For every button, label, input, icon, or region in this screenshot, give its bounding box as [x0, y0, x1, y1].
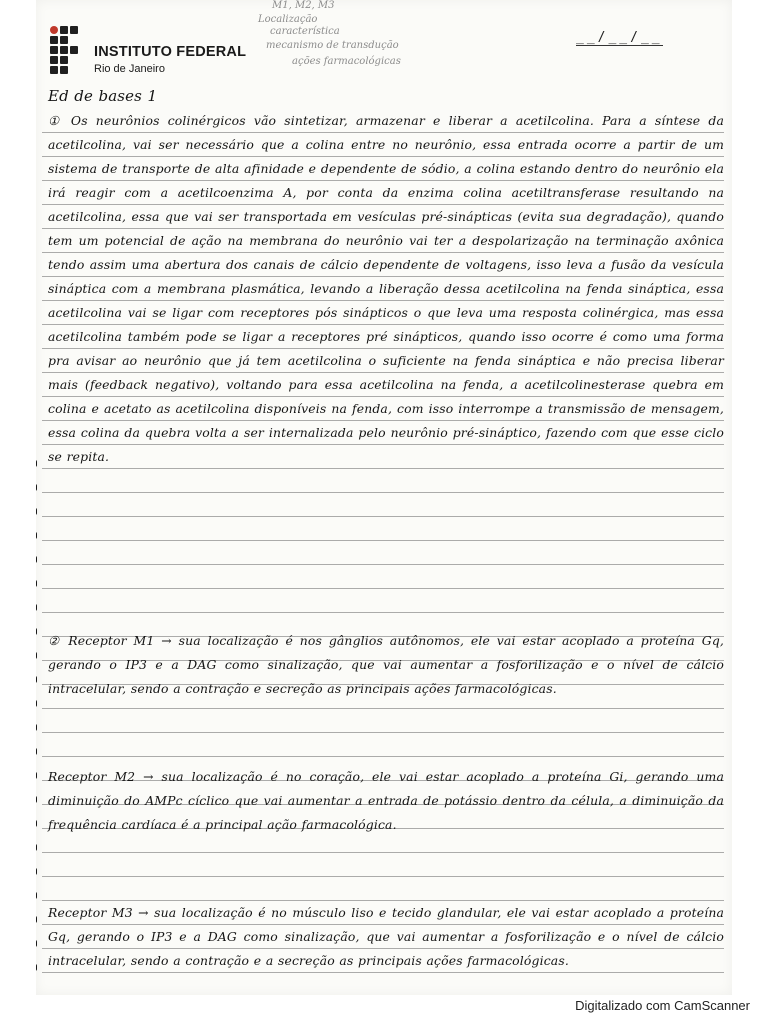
ruled-line: [42, 876, 724, 877]
binder-hole-mark: [36, 796, 37, 803]
date-field: __/__/__: [576, 30, 663, 45]
answer-2-receptor-m1: ② Receptor M1 → sua localização é nos gânglios autônomos, ele vai estar acoplado a proteína Gq, gerando o IP3 e a DAG como sinalização, que vai aumentar a fosforilização e o nível de cálcio intracelular, sendo a contração e secreção as principais ações farmacológicas.: [48, 633, 724, 696]
pencil-note: ações farmacológicas: [292, 56, 401, 67]
notebook-page: [36, 0, 732, 995]
page-title: Ed de bases 1: [48, 87, 158, 105]
ruled-line: [42, 732, 724, 733]
binder-hole-mark: [36, 820, 37, 827]
ruled-line: [42, 564, 724, 565]
binder-hole-mark: [36, 748, 37, 755]
scanner-watermark: Digitalizado com CamScanner: [575, 998, 750, 1013]
page-header: [36, 0, 732, 80]
binder-hole-mark: [36, 676, 37, 683]
binder-hole-mark: [36, 916, 37, 923]
binder-hole-mark: [36, 484, 37, 491]
answer-2-receptor-m2: Receptor M2 → sua localização é no coração, ele vai estar acoplado a proteína Gi, gerando uma diminuição do AMPc cíclico que vai aumentar a entrada de potássio dentro da célula, a diminuição da frequência cardíaca é a principal ação farmacológica.: [48, 769, 724, 832]
ruled-line: [42, 756, 724, 757]
ruled-line: [42, 540, 724, 541]
binder-hole-mark: [36, 580, 37, 587]
binder-hole-mark: [36, 628, 37, 635]
pencil-note: mecanismo de transdução: [266, 40, 399, 51]
binder-hole-mark: [36, 700, 37, 707]
pencil-note: característica: [270, 26, 340, 37]
ruled-line: [42, 852, 724, 853]
ruled-line: [42, 516, 724, 517]
ruled-line: [42, 708, 724, 709]
binder-hole-mark: [36, 844, 37, 851]
binder-hole-mark: [36, 532, 37, 539]
binder-hole-mark: [36, 508, 37, 515]
binder-hole-mark: [36, 868, 37, 875]
binder-hole-mark: [36, 652, 37, 659]
pencil-note: Localização: [258, 14, 318, 25]
ruled-line: [42, 492, 724, 493]
binder-hole-mark: [36, 604, 37, 611]
answer-2-receptor-m3: Receptor M3 → sua localização é no músculo liso e tecido glandular, ele vai estar acoplado a proteína Gq, gerando o IP3 e a DAG como sinalização, que vai aumentar a fosforilização e o nível de cálcio intracelular, sendo a contração e a secreção as principais ações farmacológicas.: [48, 905, 724, 968]
pencil-note: M1, M2, M3: [272, 0, 335, 11]
institute-logo-icon: [50, 26, 80, 76]
binder-hole-mark: [36, 724, 37, 731]
ruled-line: [42, 588, 724, 589]
binder-hole-mark: [36, 460, 37, 467]
binder-hole-mark: [36, 556, 37, 563]
binder-hole-mark: [36, 772, 37, 779]
institution-name: INSTITUTO FEDERAL: [94, 44, 247, 60]
answer-1-paragraph: ① Os neurônios colinérgicos vão sintetizar, armazenar e liberar a acetilcolina. Para a síntese da acetilcolina, vai ser necessário que a colina entre no neurônio, essa entrada ocorre a partir de um sistema de transporte de alta afinidade e dependente de sódio, a colina estando dentro do neurônio ela irá reagir com a acetilcoenzima A, por conta da enzima colina acetiltransferase resultando na acetilcolina, essa que vai ser transportada em vesículas pré-sinápticas (evita sua degradação), quando tem um potencial de ação na membrana do neurônio vai ter a despolarização na terminação axônica tendo assim uma abertura dos canais de cálcio dependente de voltagens, isso leva a fusão da vesícula sináptica com a membrana plasmática, levando a liberação dessa acetilcolina na fenda sináptica, essa acetilcolina vai se ligar com receptores pós sinápticos o que leva uma resposta colinérgica, mas essa acetilcolina também pode se ligar a receptores pré sinápticos, quando isso ocorre é como uma forma pra avisar ao neurônio que já tem acetilcolina o suficiente na fenda sináptica e não precisa liberar mais (feedback negativo), voltando para essa acetilcolina na fenda, a acetilcolinesterase quebra em colina e acetato as acetilcolina disponíveis na fenda, com isso interrompe a transmissão de mensagem, essa colina da quebra volta a ser internalizada pelo neurônio pré-sináptico, fazendo com que esse ciclo se repita.: [48, 113, 724, 464]
binder-hole-mark: [36, 964, 37, 971]
ruled-line: [42, 612, 724, 613]
binder-hole-mark: [36, 940, 37, 947]
binder-hole-mark: [36, 892, 37, 899]
campus-name: Rio de Janeiro: [94, 63, 165, 75]
